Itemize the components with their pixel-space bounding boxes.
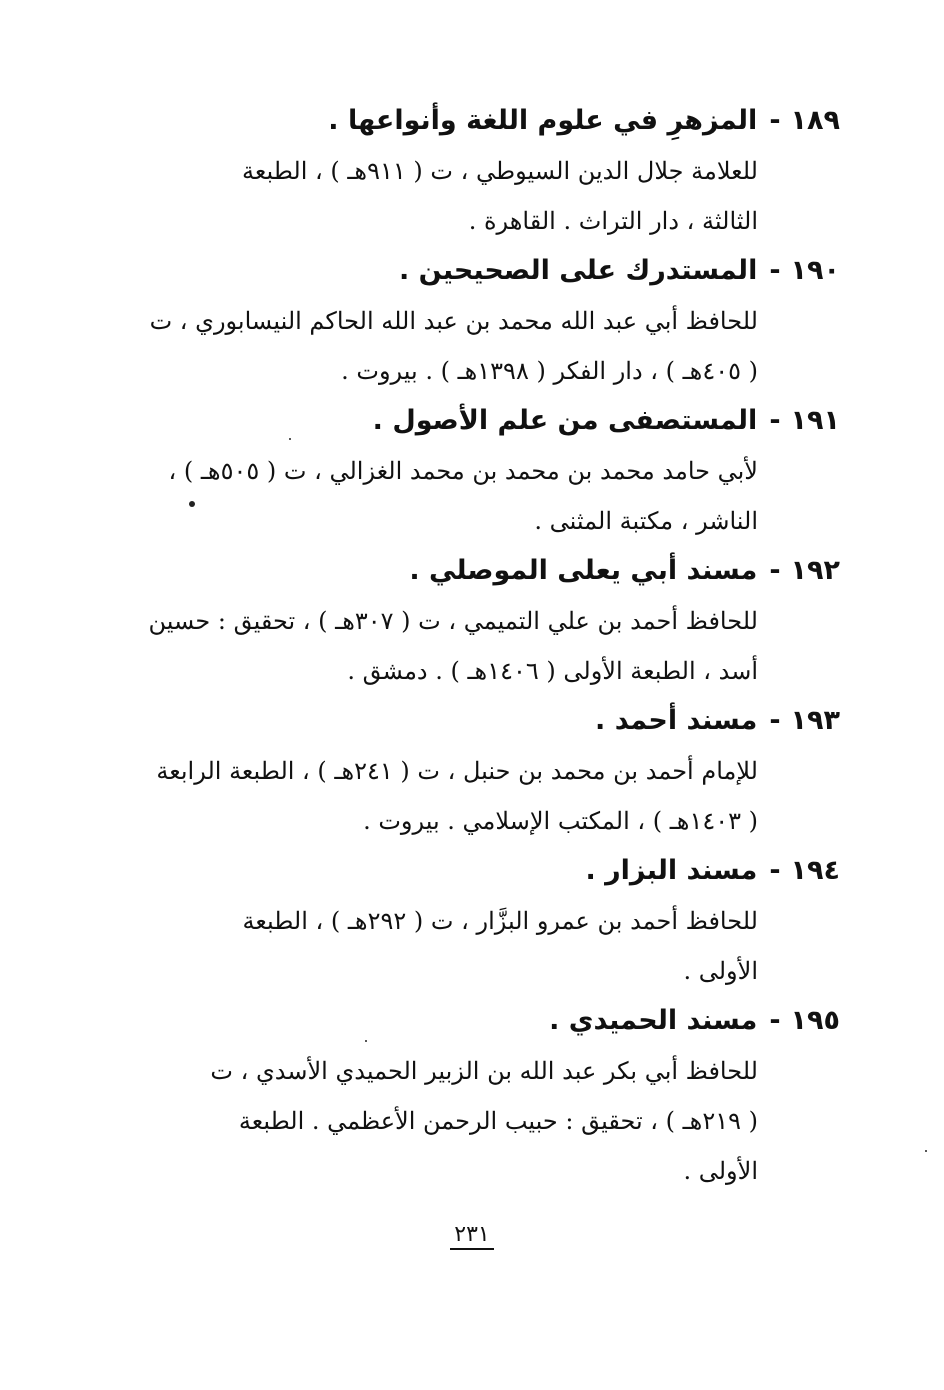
entry-line: للحافظ أبي بكر عبد الله بن الزبير الحميدي الأسدي ، ت <box>210 1057 758 1085</box>
entry-line: الثالثة ، دار التراث . القاهرة . <box>468 207 758 235</box>
entry-number: ١٩٣ <box>790 705 840 736</box>
entry-heading <box>142 246 840 296</box>
entry-heading <box>142 546 840 596</box>
scan-speck <box>189 501 195 507</box>
scan-speck <box>925 1150 927 1152</box>
entry-title: المزهرِ في علوم اللغة وأنواعها . <box>328 105 758 136</box>
entry-dash: - <box>769 555 781 586</box>
entry-line: الأولى . <box>683 1157 758 1185</box>
entry-dash: - <box>769 1005 781 1036</box>
entry-title: مسند البزار . <box>585 855 758 886</box>
entry-title: المستدرك على الصحيحين . <box>398 255 758 286</box>
entry-line: ( ٤٠٥هـ ) ، دار الفكر ( ١٣٩٨هـ ) . بيروت . <box>341 357 758 385</box>
entry-description <box>142 746 840 846</box>
entry-description <box>142 1046 840 1196</box>
entry-title: مسند أبي يعلى الموصلي . <box>409 555 758 586</box>
bibliography-entry <box>142 696 840 846</box>
entry-line: للإمام أحمد بن محمد بن حنبل ، ت ( ٢٤١هـ ) ، الطبعة الرابعة <box>156 757 758 785</box>
entry-dash: - <box>769 855 781 886</box>
bibliography-entry <box>142 96 840 246</box>
page-number-text: ٢٣١ <box>450 1222 493 1250</box>
entry-number: ١٩١ <box>790 405 840 436</box>
entry-heading <box>142 396 840 446</box>
bibliography-entry <box>142 396 840 546</box>
entry-title: المستصفى من علم الأصول . <box>372 405 758 436</box>
entry-line: للحافظ أحمد بن علي التميمي ، ت ( ٣٠٧هـ ) ، تحقيق : حسين <box>148 607 758 635</box>
scan-speck <box>365 1040 367 1042</box>
scan-speck <box>289 438 291 440</box>
entry-description <box>142 296 840 396</box>
entry-dash: - <box>769 705 781 736</box>
entry-heading <box>142 96 840 146</box>
bibliography-list <box>142 96 840 1196</box>
entry-title: مسند أحمد . <box>595 705 758 736</box>
entry-number: ١٩٥ <box>790 1005 840 1036</box>
entry-heading <box>142 696 840 746</box>
entry-line: للحافظ أبي عبد الله محمد بن عبد الله الحاكم النيسابوري ، ت <box>149 307 758 335</box>
entry-number: ١٩٢ <box>790 555 840 586</box>
entry-description <box>142 446 840 546</box>
bibliography-entry <box>142 246 840 396</box>
entry-description <box>142 596 840 696</box>
entry-line: للعلامة جلال الدين السيوطي ، ت ( ٩١١هـ ) ، الطبعة <box>242 157 758 185</box>
entry-number: ١٨٩ <box>790 105 840 136</box>
entry-title: مسند الحميدي . <box>549 1005 758 1036</box>
bibliography-entry <box>142 996 840 1196</box>
entry-line: الأولى . <box>683 957 758 985</box>
entry-number: ١٩٠ <box>790 255 840 286</box>
entry-line: الناشر ، مكتبة المثنى . <box>534 507 758 535</box>
entry-dash: - <box>769 105 781 136</box>
page-number <box>0 1222 944 1247</box>
entry-heading <box>142 846 840 896</box>
entry-line: أسد ، الطبعة الأولى ( ١٤٠٦هـ ) . دمشق . <box>347 657 758 685</box>
entry-dash: - <box>769 255 781 286</box>
bibliography-entry <box>142 546 840 696</box>
entry-heading <box>142 996 840 1046</box>
entry-line: لأبي حامد محمد بن محمد بن محمد الغزالي ، ت ( ٥٠٥هـ ) ، <box>168 457 758 485</box>
entry-dash: - <box>769 405 781 436</box>
bibliography-entry <box>142 846 840 996</box>
entry-number: ١٩٤ <box>790 855 840 886</box>
entry-description <box>142 896 840 996</box>
entry-line: للحافظ أحمد بن عمرو البزَّار ، ت ( ٢٩٢هـ ) ، الطبعة <box>242 907 758 935</box>
entry-line: ( ١٤٠٣هـ ) ، المكتب الإسلامي . بيروت . <box>363 807 758 835</box>
entry-line: ( ٢١٩هـ ) ، تحقيق : حبيب الرحمن الأعظمي . الطبعة <box>238 1107 758 1135</box>
entry-description <box>142 146 840 246</box>
